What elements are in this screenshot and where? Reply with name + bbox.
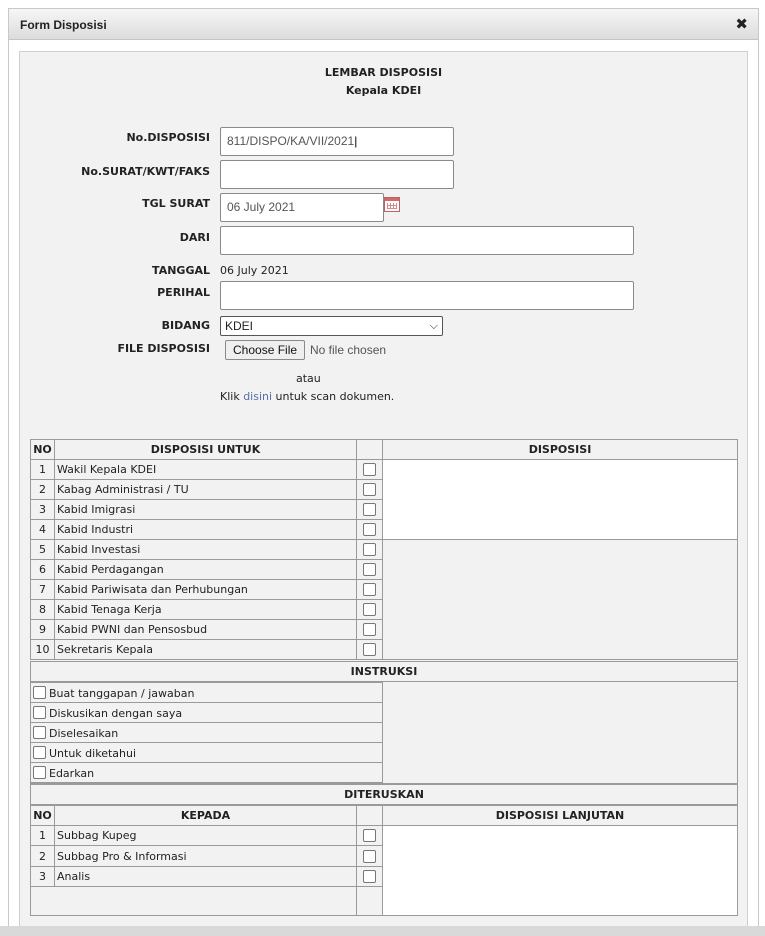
page-bottom-bar [0,926,765,936]
table-row: 9 Kabid PWNI dan Pensosbud [31,620,738,640]
checkbox[interactable] [363,829,376,842]
table-row: 2 Subbag Pro & Informasi [31,846,738,866]
no-surat-label: No.SURAT/KWT/FAKS [81,165,210,178]
diteruskan-table [30,805,738,916]
scan-link[interactable]: disini [243,390,273,403]
diteruskan-heading: DITERUSKAN [30,784,738,805]
table-row: 4 Kabid Industri [31,520,738,540]
form-disposisi-dialog [8,8,759,930]
file-disposisi-label: FILE DISPOSISI [117,342,210,355]
col-kepada: KEPADA [55,806,357,826]
tgl-surat-label: TGL SURAT [142,197,210,210]
table-row: 8 Kabid Tenaga Kerja [31,600,738,620]
close-icon[interactable]: ✖ [735,15,748,33]
checkbox[interactable] [363,623,376,636]
chevron-down-icon: ⌵ [429,320,438,332]
bidang-select[interactable]: KDEI ⌵ [220,316,443,336]
checkbox[interactable] [363,503,376,516]
disposisi-textarea[interactable] [383,460,738,540]
no-disposisi-input[interactable]: 811/DISPO/KA/VII/2021| [220,127,454,156]
choose-file-button[interactable]: Choose File [225,340,305,360]
dari-input[interactable] [220,226,634,255]
file-status: No file chosen [310,343,387,357]
dialog-titlebar[interactable] [9,9,758,40]
tanggal-label: TANGGAL [152,264,210,277]
form-panel [19,51,748,929]
no-surat-input[interactable] [220,160,454,189]
scan-instruction: Klik disini untuk scan dokumen. [220,390,395,403]
tgl-surat-input[interactable]: 06 July 2021 [220,193,384,222]
calendar-icon[interactable] [384,197,400,212]
checkbox[interactable] [363,523,376,536]
checkbox[interactable] [363,643,376,656]
table-row: 7 Kabid Pariwisata dan Perhubungan [31,580,738,600]
checkbox[interactable] [33,766,46,779]
checkbox[interactable] [363,850,376,863]
col-disposisi-untuk: DISPOSISI UNTUK [55,440,357,460]
dialog-title: Form Disposisi [20,18,107,32]
list-item[interactable]: Buat tanggapan / jawaban [31,683,383,703]
table-row: 10 Sekretaris Kepala [31,640,738,660]
checkbox[interactable] [363,543,376,556]
bidang-label: BIDANG [161,319,210,332]
col-disposisi: DISPOSISI [383,440,738,460]
list-item[interactable]: Diselesaikan [31,723,383,743]
table-row: 6 Kabid Perdagangan [31,560,738,580]
atau-text: atau [296,372,321,385]
form-heading: LEMBAR DISPOSISI [324,66,443,79]
list-item[interactable]: Edarkan [31,763,383,783]
list-item[interactable]: Diskusikan dengan saya [31,703,383,723]
checkbox[interactable] [363,603,376,616]
perihal-input[interactable] [220,281,634,310]
dari-label: DARI [179,231,210,244]
table-row: 3 Kabid Imigrasi [31,500,738,520]
table-row: 2 Kabag Administrasi / TU [31,480,738,500]
checkbox[interactable] [363,463,376,476]
checkbox[interactable] [363,563,376,576]
table-row: 1 Wakil Kepala KDEI [31,460,738,480]
list-item[interactable]: Untuk diketahui [31,743,383,763]
checkbox[interactable] [33,746,46,759]
disposisi-lanjutan-textarea[interactable] [383,826,738,916]
col-disposisi-lanjutan: DISPOSISI LANJUTAN [383,806,738,826]
no-disposisi-label: No.DISPOSISI [126,131,210,144]
instruksi-heading: INSTRUKSI [30,661,738,682]
checkbox[interactable] [363,870,376,883]
table-row: 1 Subbag Kupeg [31,826,738,846]
checkbox[interactable] [33,726,46,739]
table-row: 3 Analis [31,866,738,886]
tanggal-value: 06 July 2021 [220,264,289,277]
form-subheading: Kepala KDEI [345,84,422,97]
checkbox[interactable] [33,706,46,719]
checkbox[interactable] [363,483,376,496]
checkbox[interactable] [363,583,376,596]
table-row: 5 Kabid Investasi [31,540,738,560]
perihal-label: PERIHAL [157,286,210,299]
instruksi-list [30,682,383,783]
col-no: NO [31,440,55,460]
checkbox[interactable] [33,686,46,699]
col-no: NO [31,806,55,826]
disposisi-table [30,439,738,660]
